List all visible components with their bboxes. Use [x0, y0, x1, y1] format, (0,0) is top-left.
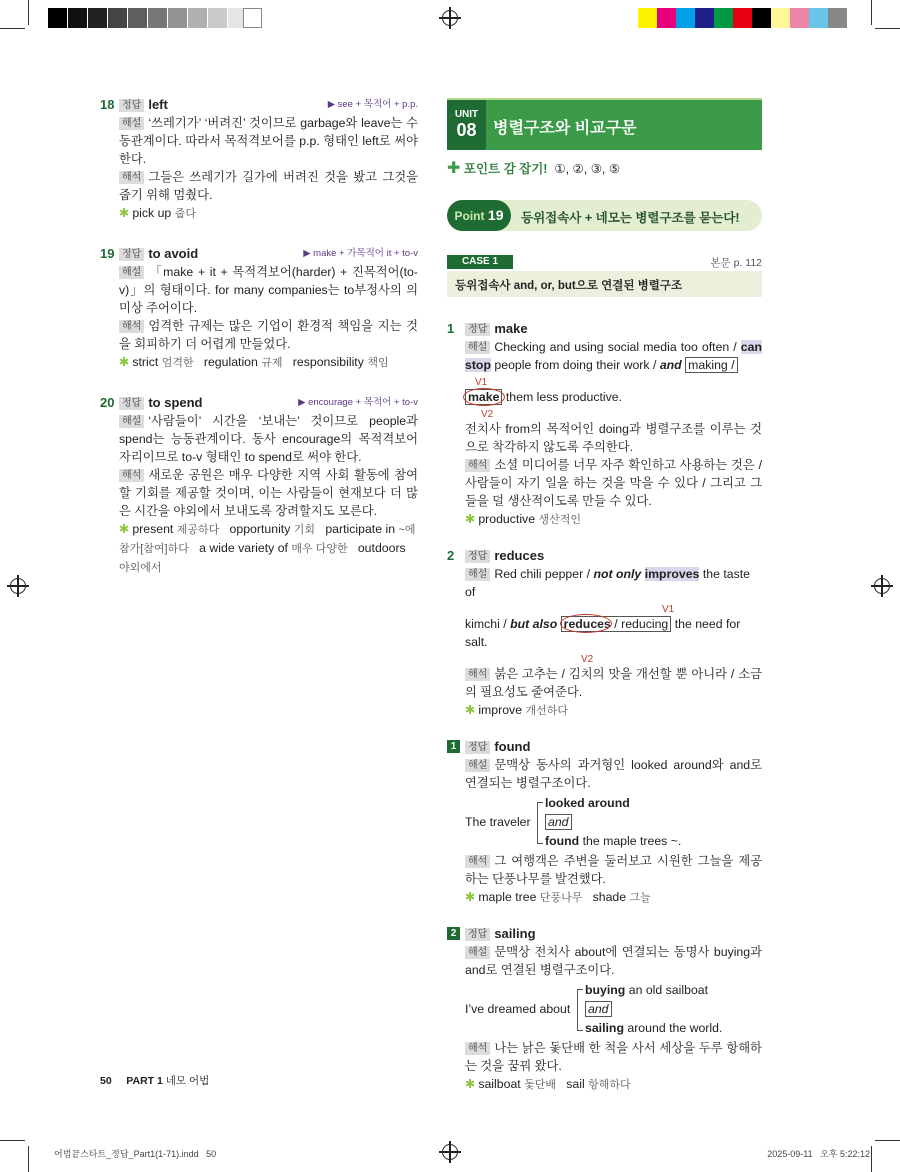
- explanation-text: ‘쓰레기가’ ‘버려진’ 것이므로 garbage와 leave는 수동관계이다. 따라서 목적격보어를 p.p. 형태인 left로 써야 한다.: [119, 116, 418, 166]
- parallel-diagram: [465, 794, 762, 852]
- point-badge: [447, 200, 511, 231]
- asterisk-icon: ✱: [465, 703, 476, 717]
- vocab-meaning: 개선하다: [525, 705, 568, 717]
- explanation-badge: 해설: [119, 415, 144, 428]
- parallel-diagram: [465, 981, 762, 1039]
- vocab-meaning: 규제: [261, 357, 283, 369]
- slug-date: 2025-09-11 오후 5:22:12: [767, 1149, 870, 1159]
- vocab-line: [465, 888, 762, 907]
- item-number: 2: [447, 548, 455, 563]
- asterisk-icon: ✱: [119, 206, 130, 220]
- translation-badge: 해석: [465, 855, 490, 868]
- vocab-meaning: 야외에서: [119, 562, 162, 574]
- asterisk-icon: ✱: [119, 355, 130, 369]
- diagram-line-3-rest: the maple trees ~.: [582, 834, 682, 848]
- vocab-word: a wide variety of: [199, 541, 288, 555]
- explanation-badge: 해설: [465, 759, 490, 772]
- conjunction-box: and: [585, 1001, 612, 1017]
- vocab-meaning: 항해하다: [588, 1079, 631, 1091]
- conjunction: not only: [593, 567, 642, 581]
- vocab-meaning: 그늘: [629, 892, 651, 904]
- diagram-line-3-rest: around the world.: [627, 1021, 723, 1035]
- sentence-part: them less productive.: [505, 390, 623, 404]
- answer-choice-circled: make: [465, 389, 502, 405]
- explanation-badge: 해설: [465, 946, 490, 959]
- answer-text: left: [148, 97, 168, 112]
- answer-choice-circled: reduces: [563, 617, 611, 631]
- item-number: 20: [100, 395, 115, 410]
- item-number: 1: [447, 321, 455, 336]
- translation-text: 그 여행객은 주변을 둘러보고 시원한 그늘을 제공하는 단풍나무를 발견했다.: [465, 854, 762, 886]
- translation-text: 소셜 미디어를 너무 자주 확인하고 사용하는 것은 / 사람들이 자기 일을 하는 것을 막을 수 있다 / 그리고 그들을 덜 생산적이도록 만들 수 있다.: [465, 458, 762, 508]
- answer-text: make: [494, 321, 528, 336]
- diagram-line-3-verb: found: [545, 834, 580, 848]
- asterisk-icon: ✱: [119, 522, 130, 536]
- vocab-meaning: 엄격한: [161, 357, 194, 369]
- translation-badge: 해석: [465, 459, 490, 472]
- sentence-part: Checking and using social media too often /: [494, 340, 737, 354]
- vocab-line: [465, 1075, 762, 1094]
- vocab-word: outdoors: [357, 541, 406, 555]
- unit-header: [447, 98, 762, 150]
- point-check-label: 포인트 감 잡기!: [463, 162, 548, 176]
- registration-mark-icon: [10, 578, 26, 594]
- conjunction: and: [659, 358, 682, 372]
- explanation-text: ‘사람들이’ 시간을 ‘보내는’ 것이므로 people과 spend는 능동관계이다. 동사 encourage의 목적격보어 자리이므로 to-v 형태인 to spend로 써야 한다.: [119, 414, 418, 464]
- bracket: [577, 989, 583, 1031]
- vocab-word: pick up: [132, 206, 172, 220]
- vocab-word: productive: [478, 512, 536, 526]
- section-label: 네모 어법: [165, 1075, 210, 1087]
- answer-item-18: [100, 96, 418, 223]
- explanation-badge: 해설: [465, 568, 490, 581]
- conjunction: but also: [510, 617, 558, 631]
- vocab-line: [119, 353, 418, 372]
- answer-text: sailing: [494, 926, 536, 941]
- vocab-word: present: [132, 522, 174, 536]
- choice-option: / reducing: [614, 617, 669, 631]
- answer-item-19: [100, 245, 418, 372]
- point-check-answers: ①, ②, ③, ⑤: [554, 162, 621, 176]
- answer-text: to avoid: [148, 246, 199, 261]
- sentence-part: the taste of: [465, 567, 750, 599]
- vocab-line: [119, 520, 418, 577]
- diagram-line-1-rest: an old sailboat: [628, 983, 709, 997]
- unit-title: 병렬구조와 비교구문: [493, 120, 637, 137]
- vocab-word: opportunity: [229, 522, 291, 536]
- part-label: PART 1: [126, 1075, 163, 1087]
- conjunction-box: and: [545, 814, 572, 830]
- sentence-part: the need for salt.: [465, 617, 741, 649]
- translation-badge: 해석: [119, 171, 144, 184]
- point-title: 등위접속사 + 네모는 병렬구조를 묻는다!: [521, 211, 740, 225]
- sentence-part: kimchi /: [465, 617, 507, 631]
- answer-badge: 정답: [119, 248, 144, 261]
- case-label: CASE 1: [447, 255, 513, 269]
- answer-item-20: [100, 394, 418, 577]
- sentence-part: Red chili pepper /: [494, 567, 591, 581]
- vocab-meaning: 기회: [293, 524, 316, 536]
- vocab-word: participate in: [325, 522, 396, 536]
- vocab-word: regulation: [203, 355, 258, 369]
- case-page-ref: 본문 p. 112: [710, 257, 762, 269]
- answer-item-box1: [447, 738, 762, 907]
- explanation-text: 문맥상 동사의 과거형인 looked around와 and로 연결되는 병렬구조이다.: [465, 758, 762, 790]
- answer-text: reduces: [494, 548, 545, 563]
- plus-icon: ✚: [447, 160, 461, 177]
- registration-mark-icon: [874, 578, 890, 594]
- translation-text: 새로운 공원은 매우 다양한 지역 사회 활동에 참여할 기회를 제공할 것이며, 이는 사람들이 현재보다 더 많은 시간을 야외에서 보내도록 장려할지도 모른다.: [119, 468, 418, 518]
- asterisk-icon: ✱: [465, 890, 476, 904]
- diagram-line-1-verb: buying: [585, 983, 626, 997]
- point-label: Point: [454, 209, 485, 223]
- explanation-badge: 해설: [119, 117, 144, 130]
- vocab-word: strict: [132, 355, 159, 369]
- point-check: [447, 158, 620, 178]
- translation-text: 엄격한 규제는 많은 기업이 환경적 책임을 지는 것을 회피하기 더 어렵게 만들었다.: [119, 319, 418, 351]
- translation-badge: 해석: [465, 1042, 490, 1055]
- right-column: [447, 320, 762, 1094]
- vocab-meaning: ~에 참가[참여]하다: [119, 524, 416, 555]
- explanation-text: 「make + it + 목적격보어(harder) + 진목적어(to-v)」의 형태이다. for many companies는 to부정사의 의미상 주어이다.: [119, 265, 418, 315]
- verb-highlight: improves: [644, 567, 700, 581]
- translation-badge: 해석: [465, 668, 490, 681]
- vocab-line: [465, 701, 762, 720]
- vocab-meaning: 매우 다양한: [291, 543, 348, 555]
- vocab-line: [465, 510, 762, 529]
- v1-label: V1: [662, 604, 675, 615]
- diagram-line-3-verb: sailing: [585, 1021, 624, 1035]
- vocab-meaning: 돛단배: [524, 1079, 557, 1091]
- vocab-meaning: 책임: [367, 357, 389, 369]
- explanation-text: 문맥상 전치사 about에 연결되는 동명사 buying과 and로 연결된 병렬구조이다.: [465, 945, 762, 977]
- sentence-part: people from doing their work /: [494, 358, 657, 372]
- unit-number: 08: [456, 120, 477, 140]
- bracket: [537, 802, 543, 844]
- vocab-meaning: 제공하다: [176, 524, 220, 536]
- vocab-word: sail: [566, 1077, 585, 1091]
- explanation-badge: 해설: [465, 341, 490, 354]
- vocab-meaning: 줍다: [174, 208, 196, 220]
- asterisk-icon: ✱: [465, 512, 476, 526]
- v1-label: V1: [475, 377, 488, 388]
- answer-badge: 정답: [465, 741, 490, 754]
- unit-badge: [447, 100, 486, 150]
- note-text: 전치사 from의 목적어인 doing과 병렬구조를 이루는 것으로 착각하지 않도록 주의한다.: [465, 422, 762, 454]
- v2-label: V2: [481, 409, 494, 420]
- translation-text: 붉은 고추는 / 김치의 맛을 개선할 뿐 아니라 / 소금의 필요성도 줄여준다.: [465, 667, 762, 699]
- translation-badge: 해석: [119, 320, 144, 333]
- item-number-box: 1: [447, 740, 460, 753]
- answer-text: found: [494, 739, 531, 754]
- v2-label: V2: [581, 654, 594, 665]
- diagram-subject: The traveler: [465, 815, 531, 829]
- point-number: 19: [487, 207, 504, 223]
- item-number: 18: [100, 97, 115, 112]
- item-number: 19: [100, 246, 115, 261]
- left-column: [100, 96, 418, 577]
- choice-box: making /: [685, 357, 737, 373]
- translation-text: 나는 낡은 돛단배 한 척을 사서 세상을 두루 항해하는 것을 꿈꿔 왔다.: [465, 1041, 762, 1073]
- explanation-badge: 해설: [119, 266, 144, 279]
- registration-mark-icon: [442, 1144, 458, 1160]
- asterisk-icon: ✱: [465, 1077, 476, 1091]
- vocab-word: improve: [478, 703, 523, 717]
- vocab-line: [119, 204, 418, 223]
- answer-badge: 정답: [465, 323, 490, 336]
- answer-item-r1: [447, 320, 762, 529]
- grammar-tag: ▶ make + 가목적어 it + to-v: [303, 248, 418, 259]
- slug-file: 어법끝스타트_정답_Part1(1-71).indd 50: [54, 1149, 217, 1159]
- registration-mark-icon: [442, 10, 458, 26]
- vocab-word: sailboat: [478, 1077, 521, 1091]
- answer-badge: 정답: [465, 928, 490, 941]
- vocab-word: responsibility: [292, 355, 364, 369]
- answer-badge: 정답: [119, 397, 144, 410]
- answer-badge: 정답: [119, 99, 144, 112]
- translation-badge: 해석: [119, 469, 144, 482]
- page-number: 50: [100, 1075, 112, 1087]
- vocab-word: shade: [592, 890, 627, 904]
- translation-text: 그들은 쓰레기가 길가에 버려진 것을 봤고 그것을 줍기 위해 멈췄다.: [119, 170, 418, 202]
- vocab-meaning: 단풍나무: [539, 892, 583, 904]
- grammar-tag: ▶ encourage + 목적어 + to-v: [298, 397, 418, 408]
- answer-badge: 정답: [465, 550, 490, 563]
- grammar-tag: ▶ see + 목적어 + p.p.: [327, 99, 418, 110]
- answer-item-box2: [447, 925, 762, 1094]
- diagram-subject: I’ve dreamed about: [465, 1002, 571, 1016]
- page-footer: [100, 1073, 209, 1088]
- unit-label: UNIT: [454, 109, 479, 120]
- answer-text: to spend: [148, 395, 203, 410]
- vocab-meaning: 생산적인: [538, 514, 581, 526]
- diagram-line-1: looked around: [545, 796, 630, 810]
- case-title: 등위접속사 and, or, but으로 연결된 병렬구조: [447, 271, 762, 297]
- answer-item-r2: [447, 547, 762, 720]
- item-number-box: 2: [447, 927, 460, 940]
- vocab-word: maple tree: [478, 890, 537, 904]
- point-banner: [447, 200, 762, 231]
- verb-highlight: can stop: [465, 340, 762, 372]
